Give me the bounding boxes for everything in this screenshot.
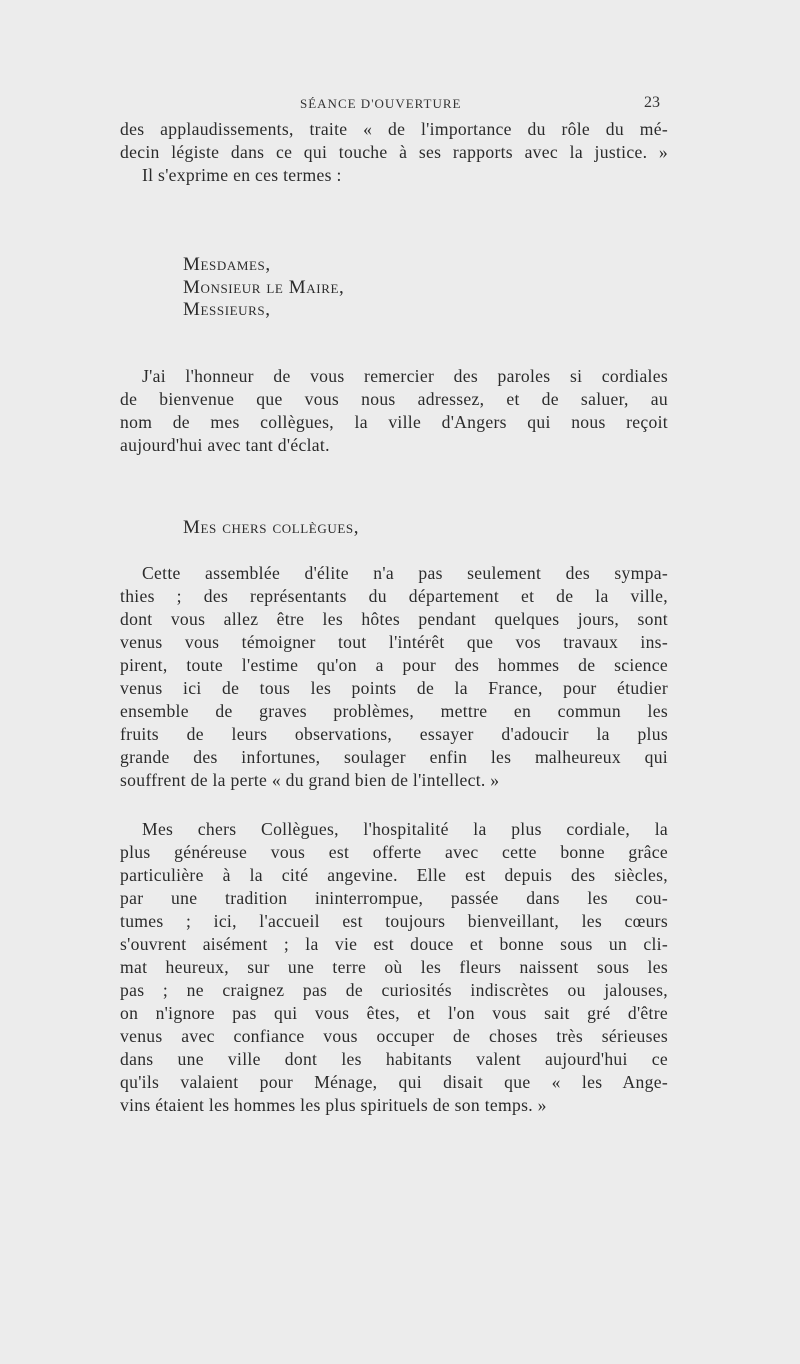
thanks-line: J'ai l'honneur de vous remercier des paroles si cordiales: [142, 366, 668, 386]
salutation-line-messieurs: Messieurs,: [183, 299, 271, 320]
hospitality-line: venus avec confiance vous occuper de choses très sérieuses: [120, 1026, 668, 1046]
thanks-paragraph: [120, 365, 668, 457]
assembly-line: grande des infortunes, soulager enfin les malheureux qui: [120, 747, 668, 767]
salutation-line-mesdames: Mesdames,: [183, 254, 271, 275]
assembly-line: dont vous allez être les hôtes pendant quelques jours, sont: [120, 609, 668, 629]
intro-line: des applaudissements, traite « de l'importance du rôle du mé-: [120, 119, 668, 139]
assembly-line: venus ici de tous les points de la France, pour étudier: [120, 678, 668, 698]
running-head: SÉANCE D'OUVERTURE: [300, 96, 462, 111]
assembly-line: venus vous témoigner tout l'intérêt que vos travaux ins-: [120, 632, 668, 652]
hospitality-line: qu'ils valaient pour Ménage, qui disait que « les Ange-: [120, 1072, 668, 1092]
assembly-line: thies ; des représentants du département et de la ville,: [120, 586, 668, 606]
intro-line: decin légiste dans ce qui touche à ses rapports avec la justice. »: [120, 142, 668, 162]
hospitality-line: par une tradition ininterrompue, passée dans les cou-: [120, 888, 668, 908]
intro-paragraph: [120, 118, 668, 187]
hospitality-line: vins étaient les hommes les plus spirituels de son temps. »: [120, 1095, 547, 1115]
assembly-line: souffrent de la perte « du grand bien de l'intellect. »: [120, 770, 500, 790]
assembly-line: Cette assemblée d'élite n'a pas seulement des sympa-: [142, 563, 668, 583]
page-number: 23: [644, 94, 660, 111]
hospitality-line: plus généreuse vous est offerte avec cette bonne grâce: [120, 842, 668, 862]
salutation-block: [183, 254, 344, 322]
hospitality-line: s'ouvrent aisément ; la vie est douce et bonne sous un cli-: [120, 934, 668, 954]
thanks-line: de bienvenue que vous nous adressez, et de saluer, au: [120, 389, 668, 409]
hospitality-line: particulière à la cité angevine. Elle est depuis des siècles,: [120, 865, 668, 885]
assembly-paragraph: [120, 562, 668, 792]
hospitality-line: tumes ; ici, l'accueil est toujours bienveillant, les cœurs: [120, 911, 668, 931]
hospitality-paragraph: [120, 818, 668, 1117]
thanks-line: nom de mes collègues, la ville d'Angers qui nous reçoit: [120, 412, 668, 432]
hospitality-line: on n'ignore pas qui vous êtes, et l'on vous sait gré d'être: [120, 1003, 668, 1023]
colleagues-salutation: Mes chers collègues,: [183, 517, 360, 538]
hospitality-line: pas ; ne craignez pas de curiosités indiscrètes ou jalouses,: [120, 980, 668, 1000]
assembly-line: ensemble de graves problèmes, mettre en commun les: [120, 701, 668, 721]
hospitality-line: Mes chers Collègues, l'hospitalité la plus cordiale, la: [142, 819, 668, 839]
intro-line: Il s'exprime en ces termes :: [142, 165, 342, 185]
hospitality-line: dans une ville dont les habitants valent aujourd'hui ce: [120, 1049, 668, 1069]
hospitality-line: mat heureux, sur une terre où les fleurs naissent sous les: [120, 957, 668, 977]
salutation-line-maire: Monsieur le Maire,: [183, 276, 345, 298]
thanks-line: aujourd'hui avec tant d'éclat.: [120, 435, 330, 455]
assembly-line: pirent, toute l'estime qu'on a pour des hommes de science: [120, 655, 668, 675]
assembly-line: fruits de leurs observations, essayer d'adoucir la plus: [120, 724, 668, 744]
